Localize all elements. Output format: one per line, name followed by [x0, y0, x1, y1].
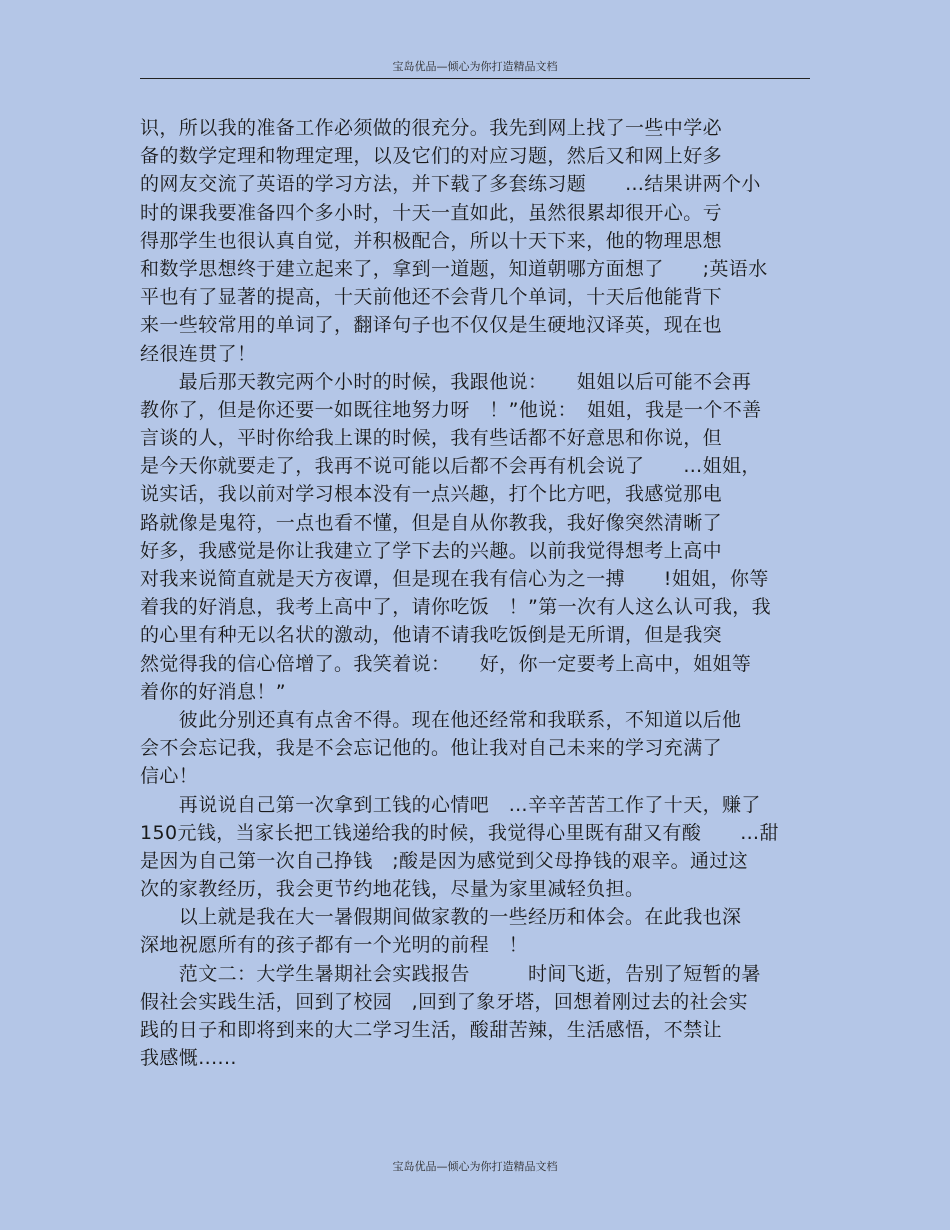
text-line: 践的日子和即将到来的大二学习生活，酸甜苦辣，生活感悟，不禁让 [140, 1019, 723, 1041]
page-header: 宝岛优品—倾心为你打造精品文档 [140, 58, 810, 79]
text-line: 时的课我要准备四个多小时，十天一直如此，虽然很累却很开心。亏 [140, 201, 723, 224]
text-line: 的网友交流了英语的学习方法，并下载了多套练习题 …结果讲两个小 [140, 173, 761, 196]
text-line: 然觉得我的信心倍增了。我笑着说： 好，你一定要考上高中，姐姐等 [140, 652, 752, 675]
text-line: 150元钱，当家长把工钱递给我的时候，我觉得心里既有甜又有酸 …甜 [140, 821, 779, 844]
text-line: 经很连贯了！ [140, 342, 257, 365]
text-line: 再说说自己第一次拿到工钱的心情吧 …辛辛苦苦工作了十天，赚了 [140, 793, 761, 816]
text-line: 最后那天教完两个小时的时候，我跟他说： 姐姐以后可能不会再 [140, 370, 752, 393]
text-line: 着我的好消息，我考上高中了，请你吃饭 ！”第一次有人这么认可我，我 [140, 596, 772, 619]
text-line: 范文二：大学生暑期社会实践报告 时间飞逝，告别了短暂的暑 [140, 962, 761, 985]
text-line: 言谈的人，平时你给我上课的时候，我有些话都不好意思和你说，但 [140, 427, 723, 450]
text-line: 是今天你就要走了，我再不说可能以后都不会再有机会说了 …姐姐， [140, 455, 761, 478]
text-line: 好多，我感觉是你让我建立了学下去的兴趣。以前我觉得想考上高中 [140, 539, 723, 562]
text-line: 对我来说简直就是天方夜谭，但是现在我有信心为之一搏 !姐姐，你等 [140, 568, 769, 590]
text-line: 说实话，我以前对学习根本没有一点兴趣，打个比方吧，我感觉那电 [140, 483, 723, 506]
text-line: 会不会忘记我，我是不会忘记他的。他让我对自己未来的学习充满了 [140, 737, 723, 760]
text-line: 教你了，但是你还要一如既往地努力呀 ！”他说： 姐姐，我是一个不善 [140, 398, 762, 421]
text-line: 和数学思想终于建立起来了，拿到一道题，知道朝哪方面想了 ;英语水 [140, 257, 768, 280]
text-line: 的心里有种无以名状的激动，他请不请我吃饭倒是无所谓，但是我突 [140, 624, 723, 647]
text-line: 路就像是鬼符，一点也看不懂，但是自从你教我，我好像突然清晰了 [140, 511, 723, 534]
text-line: 识，所以我的准备工作必须做的很充分。我先到网上找了一些中学必 [140, 117, 723, 139]
text-line: 平也有了显著的提高，十天前他还不会背几个单词，十天后他能背下 [140, 286, 723, 309]
text-line: 彼此分别还真有点舍不得。现在他还经常和我联系，不知道以后他 [140, 708, 742, 731]
text-line: 深地祝愿所有的孩子都有一个光明的前程 ！ [140, 934, 529, 957]
text-line: 着你的好消息！” [140, 680, 287, 703]
text-line: 备的数学定理和物理定理，以及它们的对应习题，然后又和网上好多 [140, 145, 723, 168]
text-line: 是因为自己第一次自己挣钱 ;酸是因为感觉到父母挣钱的艰辛。通过这 [140, 849, 749, 872]
body-text [140, 114, 820, 1072]
text-line: 信心！ [140, 765, 199, 788]
text-line: 得那学生也很认真自觉，并积极配合，所以十天下来，他的物理思想 [140, 229, 723, 252]
text-line: 以上就是我在大一暑假期间做家教的一些经历和体会。在此我也深 [140, 906, 742, 929]
page-footer: 宝岛优品—倾心为你打造精品文档 [392, 1160, 558, 1173]
text-line: 次的家教经历，我会更节约地花钱，尽量为家里减轻负担。 [140, 878, 645, 901]
text-line: 假社会实践生活，回到了校园 ,回到了象牙塔，回想着刚过去的社会实 [140, 990, 748, 1013]
text-line: 来一些较常用的单词了，翻译句子也不仅仅是生硬地汉译英，现在也 [140, 314, 723, 337]
text-line: 我感慨...... [140, 1047, 237, 1070]
